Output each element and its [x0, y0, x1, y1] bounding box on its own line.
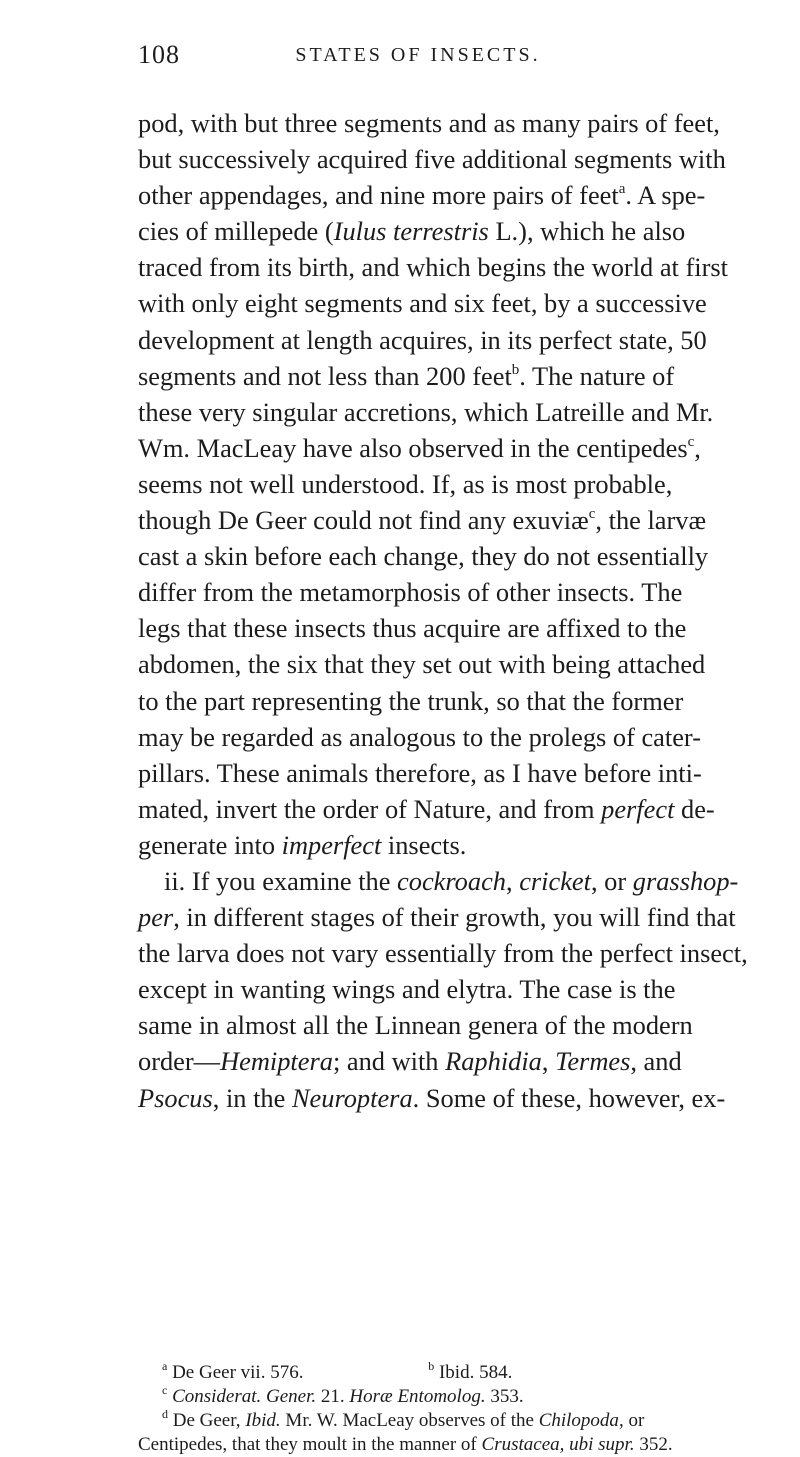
- text-line: Wm. MacLeay have also observed in the centipedes$^c$,: [138, 432, 701, 463]
- running-title: STATES OF INSECTS.: [295, 44, 541, 66]
- text-line: other appendages, and nine more pairs of feet$^a$. A spe-: [138, 180, 706, 211]
- footnote-line: Centipedes, that they moult in the manner of Crustacea, ubi supr. 352.: [138, 1434, 673, 1455]
- text-line: per, in different stages of their growth, you will find that: [138, 902, 736, 933]
- footnote-mark: d: [162, 1407, 168, 1421]
- footnote-ref: c: [687, 433, 695, 450]
- text-line: with only eight segments and six feet, by a successive: [138, 288, 707, 319]
- text-line: cast a skin before each change, they do not essentially: [138, 541, 709, 572]
- footnotes: [138, 1361, 701, 1457]
- footnote-line: $^a$ De Geer vii. 576. $^b$ Ibid. 584.: [162, 1359, 513, 1383]
- text-line: generate into imperfect insects.: [138, 829, 467, 860]
- page-header: [138, 40, 698, 80]
- page-number: 108: [138, 40, 180, 69]
- text-line: segments and not less than 200 feet$^b$. The nature of: [138, 360, 675, 391]
- text-line: the larva does not vary essentially from the perfect insect,: [138, 938, 748, 969]
- text-line: cies of millepede (Iulus terrestris L.), which he also: [138, 216, 686, 247]
- footnote-line: $^d$ De Geer, Ibid. Mr. W. MacLeay observes of the Chilopoda, or: [162, 1407, 645, 1431]
- text-line: though De Geer could not find any exuviæ$^c$, the larvæ: [138, 505, 707, 536]
- text-line: Psocus, in the Neuroptera. Some of these, however, ex-: [138, 1082, 726, 1113]
- footnote-ref: b: [511, 361, 520, 378]
- text-line: except in wanting wings and elytra. The case is the: [138, 974, 676, 1005]
- text-line: pod, with but three segments and as many pairs of feet,: [138, 108, 720, 138]
- text-line: may be regarded as analogous to the prolegs of cater-: [138, 721, 701, 752]
- text-line: legs that these insects thus acquire are affixed to the: [138, 613, 687, 644]
- text-line: but successively acquired five additional segments with: [138, 144, 726, 175]
- footnote-ref: a: [618, 181, 626, 198]
- text-line: ii. If you examine the cockroach, cricket, or grasshop-: [164, 865, 739, 896]
- body-text: [138, 105, 748, 1116]
- footnote-mark: c: [162, 1383, 168, 1397]
- text-line: same in almost all the Linnean genera of the modern: [138, 1010, 693, 1041]
- text-line: traced from its birth, and which begins the world at first: [138, 252, 728, 283]
- text-line: order—Hemiptera; and with Raphidia, Termes, and: [138, 1046, 682, 1077]
- text-line: pillars. These animals therefore, as I have before inti-: [138, 757, 702, 788]
- text-line: development at length acquires, in its perfect state, 50: [138, 324, 707, 355]
- text-line: differ from the metamorphosis of other insects. The: [138, 577, 683, 608]
- text-line: abdomen, the six that they set out with being attached: [138, 649, 706, 680]
- text-line: to the part representing the trunk, so that the former: [138, 685, 684, 716]
- footnote-ref: c: [588, 506, 596, 523]
- text-line: these very singular accretions, which Latreille and Mr.: [138, 396, 714, 427]
- text-line: seems not well understood. If, as is most probable,: [138, 468, 673, 499]
- footnote-line: $^c$ Considerat. Gener. 21. Horæ Entomolog. 353.: [162, 1383, 524, 1407]
- text-line: mated, invert the order of Nature, and from perfect de-: [138, 793, 715, 824]
- footnote-mark: b: [428, 1359, 435, 1373]
- footnote-mark: a: [162, 1359, 168, 1373]
